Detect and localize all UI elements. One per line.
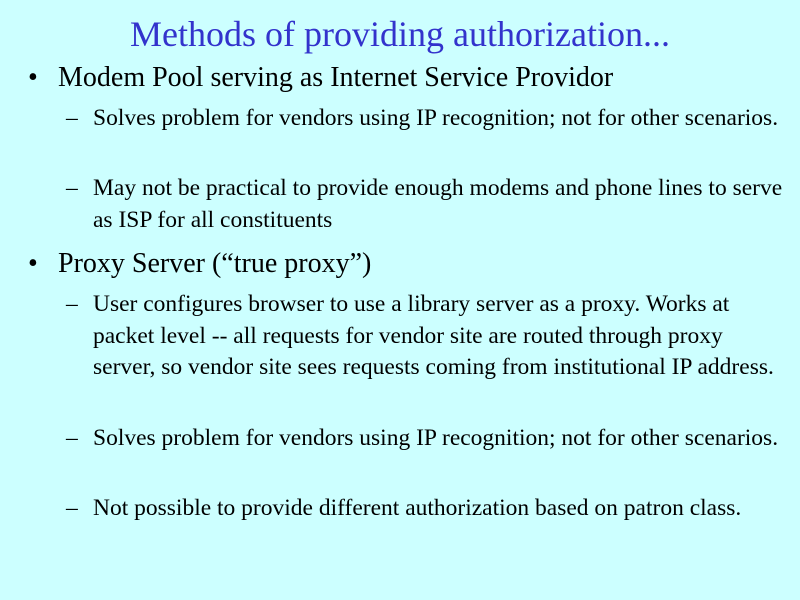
dash-glyph: – (66, 175, 78, 201)
sub-item-text: Solves problem for vendors using IP recognition; not for other scenarios. (93, 425, 779, 451)
bullet-glyph: • (28, 248, 38, 279)
slide-title: Methods of providing authorization... (130, 14, 670, 54)
bullet-modem-pool (28, 62, 788, 94)
sub-item-text: Not possible to provide different authorization based on patron class. (93, 495, 742, 521)
dash-glyph: – (66, 105, 78, 131)
sub-item (66, 173, 786, 236)
bullet-glyph: • (28, 62, 38, 93)
dash-glyph: – (66, 495, 78, 521)
bullet-heading: Modem Pool serving as Internet Service Providor (58, 62, 614, 93)
bullet-heading: Proxy Server (“true proxy”) (58, 248, 372, 279)
dash-glyph: – (66, 291, 78, 317)
sub-item (66, 493, 786, 525)
sub-item (66, 423, 786, 455)
sub-item-text: Solves problem for vendors using IP recognition; not for other scenarios. (93, 105, 779, 131)
bullet-proxy-server (28, 248, 788, 280)
sub-item-text: May not be practical to provide enough modems and phone lines to serve as ISP for all constituents (93, 175, 783, 233)
sub-item (66, 103, 786, 135)
dash-glyph: – (66, 425, 78, 451)
sub-item-text: User configures browser to use a library server as a proxy. Works at packet level -- all requests for vendor site are routed through proxy server, so vendor site sees requests coming from institutional IP address. (93, 291, 774, 380)
sub-item (66, 289, 786, 384)
